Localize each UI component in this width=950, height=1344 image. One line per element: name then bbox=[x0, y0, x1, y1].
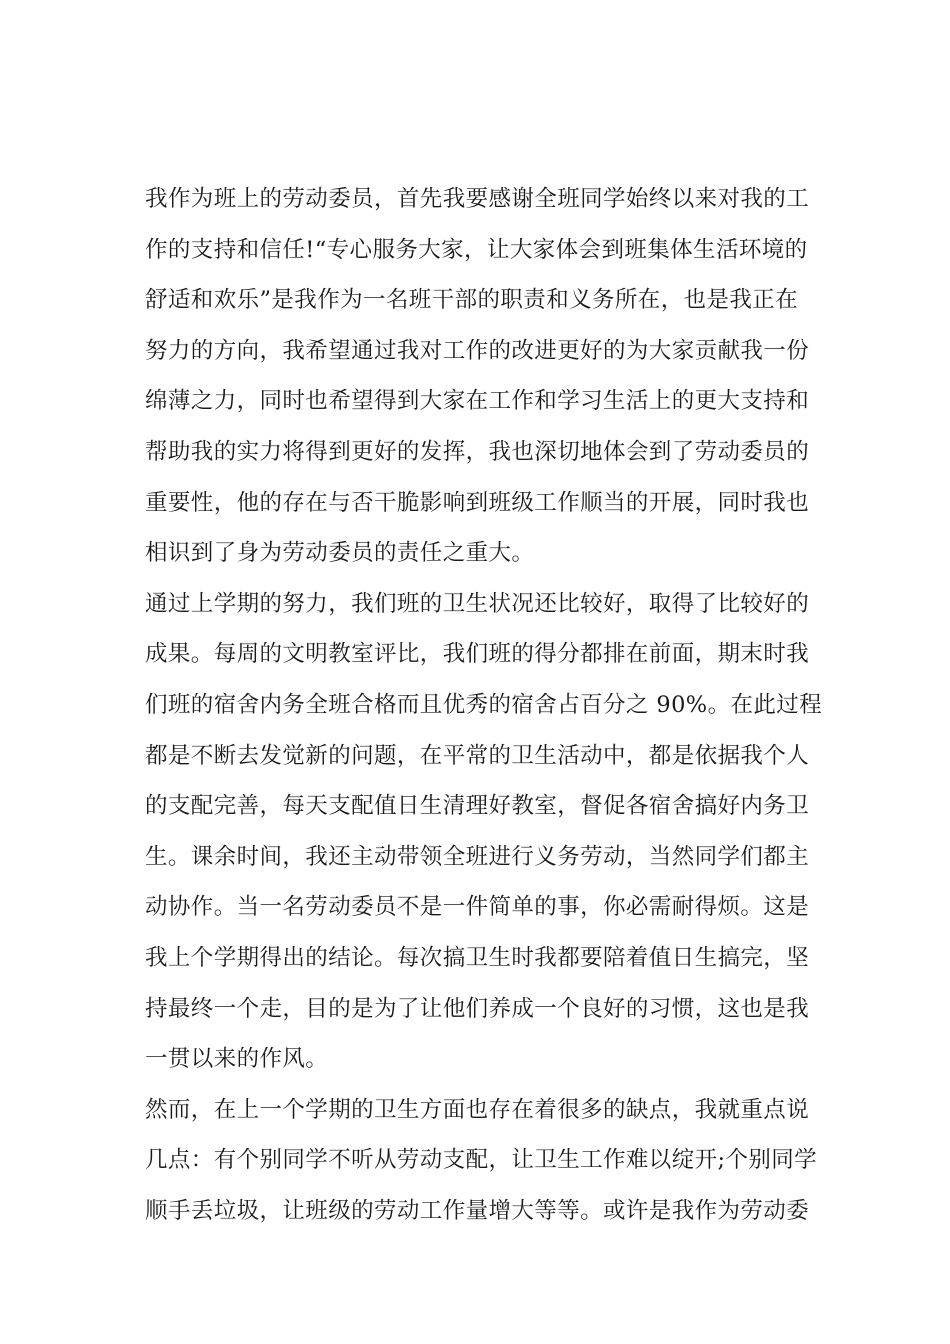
text-line: 持最终一个走，目的是为了让他们养成一个良好的习惯，这也是我 bbox=[145, 995, 810, 1022]
text-line: 然而，在上一个学期的卫生方面也存在着很多的缺点，我就重点说 bbox=[145, 1096, 810, 1123]
text-line: 我作为班上的劳动委员，首先我要感谢全班同学始终以来对我的工 bbox=[145, 186, 810, 212]
paragraph-3 bbox=[145, 1085, 818, 1237]
text-line: 重要性，他的存在与否干脆影响到班级工作顺当的开展，同时我也 bbox=[145, 489, 810, 516]
text-line: 都是不断去发觉新的问题，在平常的卫生活动中，都是依据我个人 bbox=[145, 742, 810, 769]
text-line: 舒适和欢乐”是我作为一名班干部的职责和义务所在，也是我正在 bbox=[145, 287, 799, 314]
text-line: 相识到了身为劳动委员的责任之重大。 bbox=[145, 540, 535, 567]
text-line: 动协作。当一名劳动委员不是一件简单的事，你必需耐得烦。这是 bbox=[145, 894, 810, 921]
text-line: 几点：有个别同学不听从劳动支配，让卫生工作难以绽开;个别同学 bbox=[145, 1147, 818, 1174]
text-line: 生。课余时间，我还主动带领全班进行义务劳动，当然同学们都主 bbox=[145, 843, 810, 870]
paragraph-1 bbox=[145, 174, 810, 579]
text-line: 通过上学期的努力，我们班的卫生状况还比较好，取得了比较好的 bbox=[145, 590, 810, 617]
paragraph-2 bbox=[145, 579, 823, 1085]
text-line: 帮助我的实力将得到更好的发挥，我也深切地体会到了劳动委员的 bbox=[145, 438, 810, 465]
document-body bbox=[145, 174, 823, 1236]
text-line: 绵薄之力，同时也希望得到大家在工作和学习生活上的更大支持和 bbox=[145, 388, 810, 415]
text-line: 我上个学期得出的结论。每次搞卫生时我都要陪着值日生搞完，坚 bbox=[145, 944, 810, 971]
text-line: 作的支持和信任!“专心服务大家，让大家体会到班集体生活环境的 bbox=[145, 236, 808, 263]
text-line: 一贯以来的作风。 bbox=[145, 1046, 329, 1073]
text-line: 顺手丢垃圾，让班级的劳动工作量增大等等。或许是我作为劳动委 bbox=[145, 1197, 810, 1224]
text-line: 努力的方向，我希望通过我对工作的改进更好的为大家贡献我一份 bbox=[145, 337, 810, 364]
text-line: 的支配完善，每天支配值日生清理好教室，督促各宿舍搞好内务卫 bbox=[145, 793, 810, 820]
text-line: 们班的宿舍内务全班合格而且优秀的宿舍占百分之 90%。在此过程 bbox=[145, 691, 823, 718]
text-line: 成果。每周的文明教室评比，我们班的得分都排在前面，期末时我 bbox=[145, 641, 810, 668]
